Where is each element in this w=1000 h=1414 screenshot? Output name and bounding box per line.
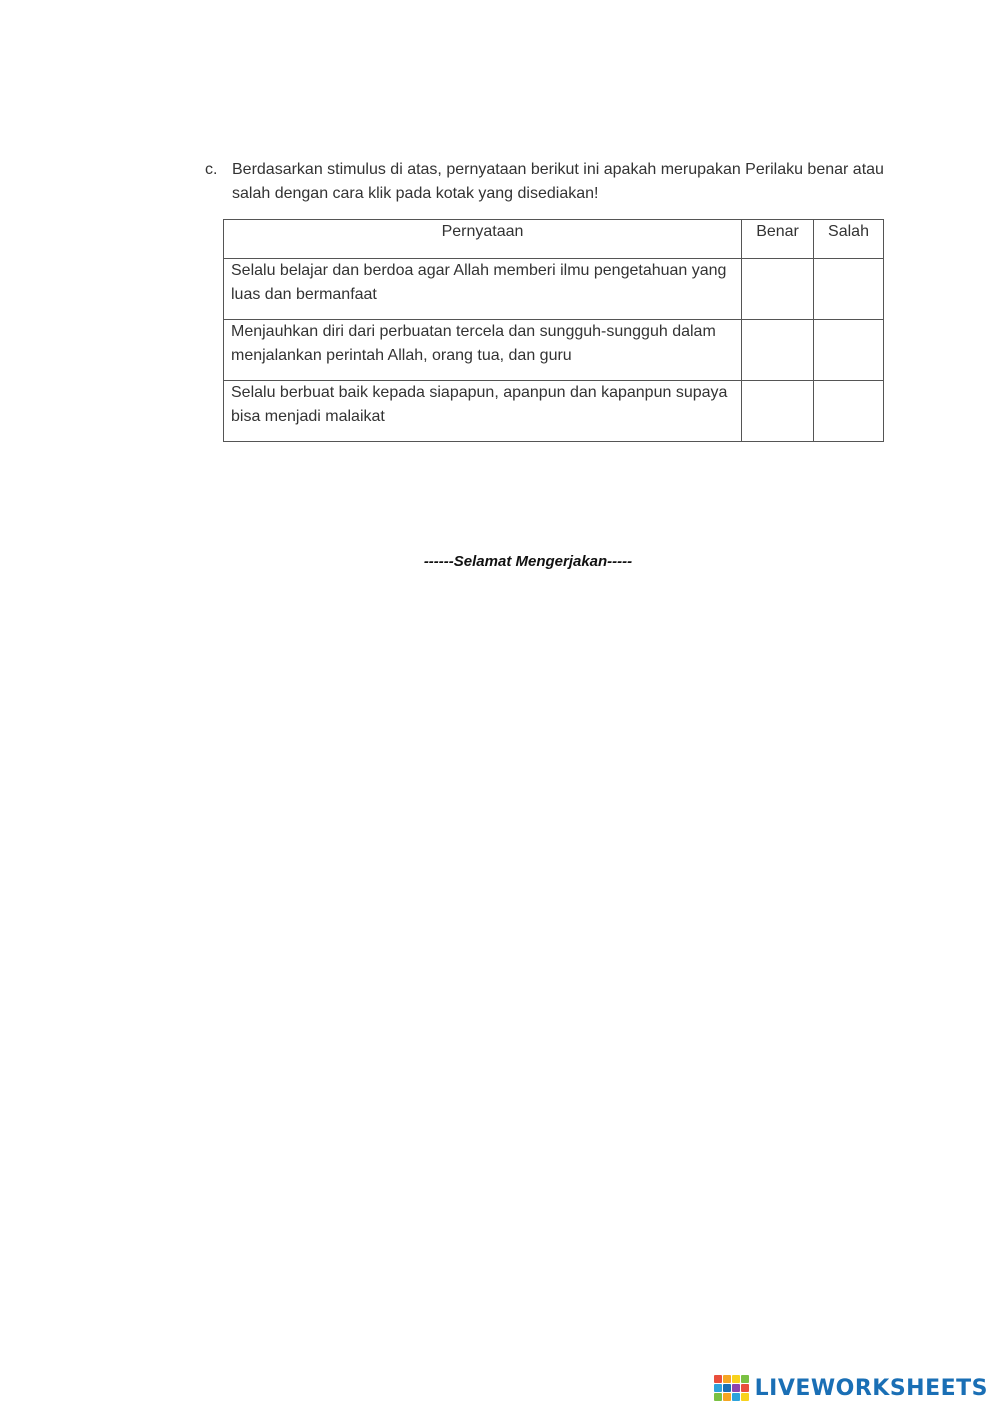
benar-checkbox[interactable]	[749, 381, 806, 441]
logo-tile	[741, 1384, 749, 1392]
logo-tile	[723, 1375, 731, 1383]
liveworksheets-logo	[714, 1375, 988, 1401]
salah-checkbox[interactable]	[821, 381, 876, 441]
question-c	[205, 158, 925, 206]
statement-cell: Selalu berbuat baik kepada siapapun, apanpun dan kapanpun supaya bisa menjadi malaikat	[224, 381, 742, 442]
logo-tile	[723, 1393, 731, 1401]
question-marker: c.	[205, 161, 218, 178]
logo-tile	[714, 1384, 722, 1392]
closing-message: ------Selamat Mengerjakan-----	[423, 553, 633, 570]
logo-tile	[714, 1393, 722, 1401]
logo-text: LIVEWORKSHEETS	[754, 1375, 988, 1401]
table-row	[224, 320, 884, 381]
benar-checkbox[interactable]	[749, 320, 806, 380]
salah-checkbox[interactable]	[821, 320, 876, 380]
answer-table	[223, 219, 884, 442]
salah-answer-box[interactable]	[814, 259, 884, 320]
logo-icon	[714, 1375, 749, 1401]
benar-checkbox[interactable]	[749, 259, 806, 319]
table-row	[224, 259, 884, 320]
statement-cell: Menjauhkan diri dari perbuatan tercela dan sungguh-sungguh dalam menjalankan perintah Allah, orang tua, dan guru	[224, 320, 742, 381]
table-row	[224, 381, 884, 442]
salah-answer-box[interactable]	[814, 320, 884, 381]
statement-cell: Selalu belajar dan berdoa agar Allah memberi ilmu pengetahuan yang luas dan bermanfaat	[224, 259, 742, 320]
salah-answer-box[interactable]	[814, 381, 884, 442]
salah-checkbox[interactable]	[821, 259, 876, 319]
benar-answer-box[interactable]	[742, 381, 814, 442]
table-header-row	[224, 220, 884, 259]
header-benar: Benar	[742, 220, 814, 259]
logo-tile	[732, 1393, 740, 1401]
question-text: Berdasarkan stimulus di atas, pernyataan berikut ini apakah merupakan Perilaku benar atau salah dengan cara klik pada kotak yang disediakan!	[232, 161, 884, 202]
logo-tile	[741, 1393, 749, 1401]
header-salah: Salah	[814, 220, 884, 259]
logo-tile	[732, 1384, 740, 1392]
logo-tile	[723, 1384, 731, 1392]
header-pernyataan: Pernyataan	[224, 220, 742, 259]
benar-answer-box[interactable]	[742, 259, 814, 320]
logo-tile	[741, 1375, 749, 1383]
benar-answer-box[interactable]	[742, 320, 814, 381]
logo-tile	[732, 1375, 740, 1383]
logo-tile	[714, 1375, 722, 1383]
